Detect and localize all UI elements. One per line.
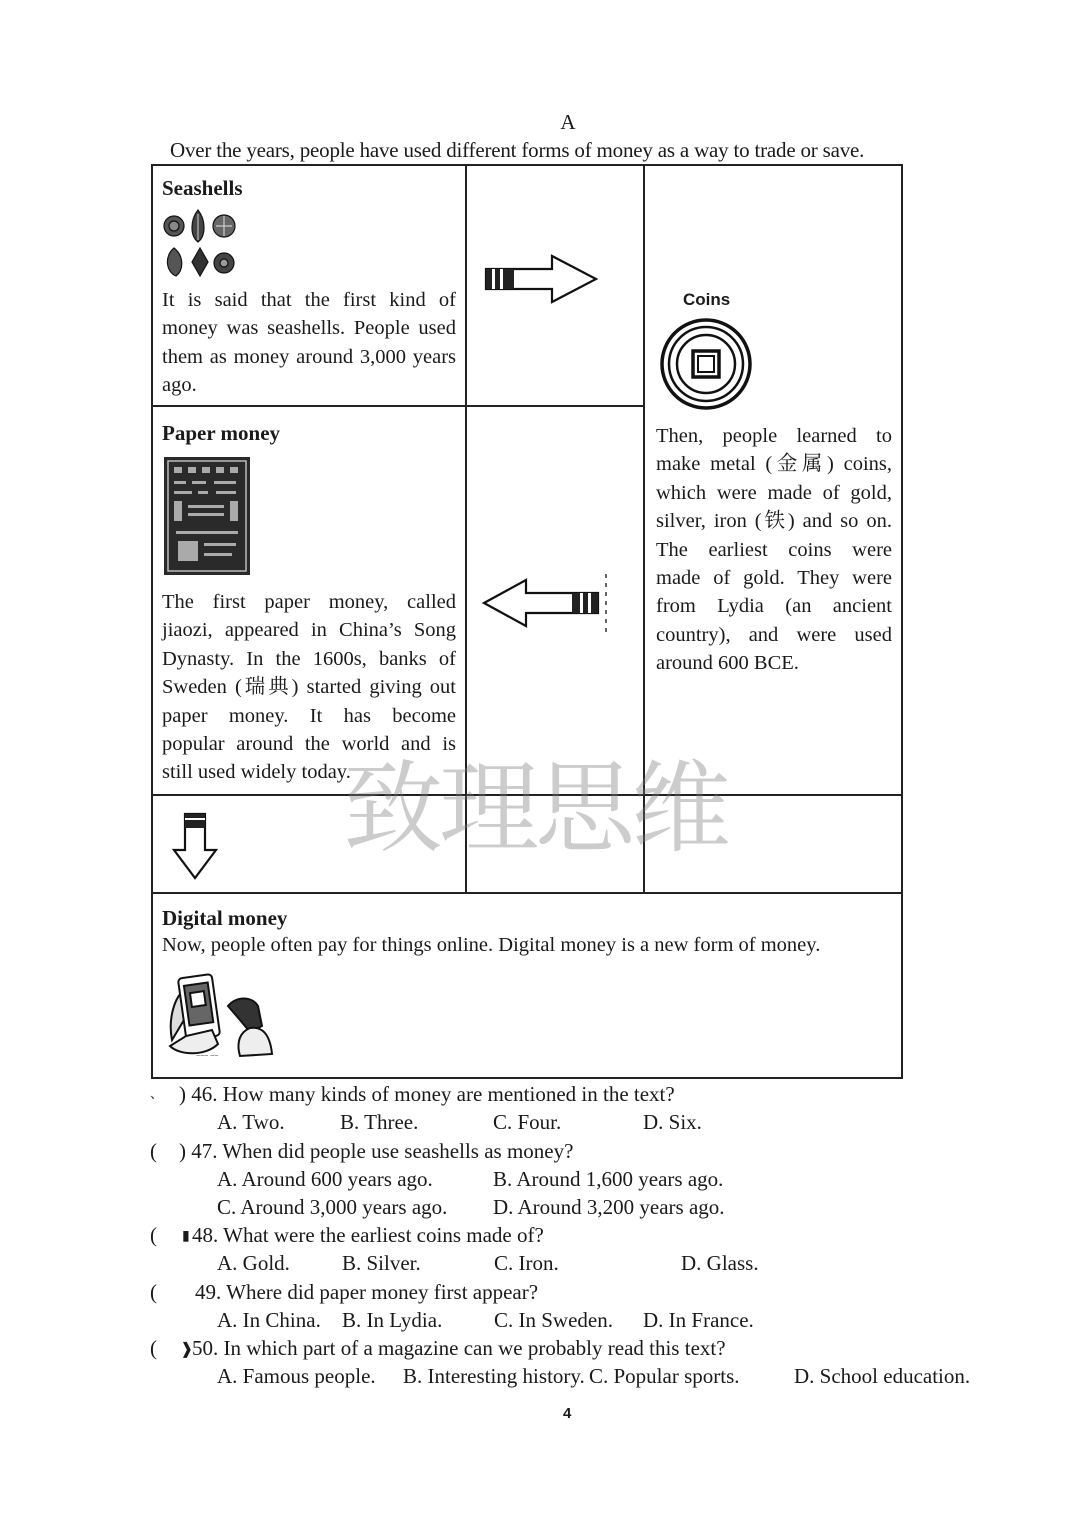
coins-text: Then, people learned to make metal (金属) coins, which were made of gold, silver, iron (铁) and so on. The earliest coins were made of gold. They were from Lydia (an ancient country), and were used around 600 BCE. <box>656 425 892 675</box>
answer-paren: 、 <box>150 1086 164 1101</box>
page-number: 4 <box>563 1405 572 1422</box>
option-c: C. Four. <box>493 1110 562 1134</box>
coin-icon <box>658 316 754 412</box>
question-text: ) 46. How many kinds of money are mentioned in the text? <box>179 1082 675 1106</box>
seashells-title: Seashells <box>162 176 243 200</box>
option-a: A. Around 600 years ago. <box>217 1167 433 1191</box>
coins-title: Coins <box>683 290 731 309</box>
option-b: B. Three. <box>340 1110 419 1134</box>
watermark: 致理思维 <box>343 750 727 867</box>
digital-money-text: Now, people often pay for things online. Digital money is a new form of money. <box>162 934 821 956</box>
seashells-text: It is said that the first kind of money was seashells. People used them as money around 3,000 years ago. <box>162 289 456 397</box>
intro-text: Over the years, people have used different forms of money as a way to trade or save. <box>170 138 865 162</box>
option-d: D. Six. <box>643 1110 702 1134</box>
question-text: 49. Where did paper money first appear? <box>195 1280 539 1304</box>
paper-money-text: The first paper money, called jiaozi, appeared in China’s Song Dynasty. In the 1600s, banks of Sweden (瑞典) started giving out paper money. It has become popular around the world and is still used widely today. <box>162 591 456 784</box>
svg-text:~~~ ~~: ~~~ ~~ <box>196 1053 219 1060</box>
option-b: B. Around 1,600 years ago. <box>493 1167 724 1191</box>
option-c: C. In Sweden. <box>494 1308 613 1332</box>
jiaozi-banknote-icon <box>164 457 250 575</box>
option-b: B. In Lydia. <box>342 1308 443 1332</box>
option-a: A. Two. <box>217 1110 285 1134</box>
answer-paren: ( <box>150 1336 157 1360</box>
question-text: ) 47. When did people use seashells as money? <box>179 1139 574 1163</box>
answer-paren: ( <box>150 1139 157 1163</box>
option-c: C. Iron. <box>494 1251 559 1275</box>
phone-payment-icon <box>166 970 276 1060</box>
option-a: A. In China. <box>217 1308 321 1332</box>
answer-paren: ( <box>150 1280 157 1304</box>
option-a: A. Gold. <box>217 1251 290 1275</box>
option-b: B. Interesting history. <box>403 1364 585 1388</box>
option-d: D. Glass. <box>681 1251 759 1275</box>
seashells-icon <box>162 206 242 278</box>
digital-money-title: Digital money <box>162 906 288 930</box>
answer-paren: ( <box>150 1223 157 1247</box>
option-c: C. Around 3,000 years ago. <box>217 1195 448 1219</box>
option-b: B. Silver. <box>342 1251 421 1275</box>
option-c: C. Popular sports. <box>589 1364 740 1388</box>
option-d: D. School education. <box>794 1364 971 1388</box>
question-text: 50. In which part of a magazine can we probably read this text? <box>192 1336 726 1360</box>
paper-money-title: Paper money <box>162 421 281 445</box>
option-d: D. In France. <box>643 1308 754 1332</box>
arrow-down-icon <box>170 810 220 882</box>
arrow-left-icon <box>480 572 610 634</box>
section-letter: A <box>560 110 576 134</box>
arrow-right-icon <box>482 252 600 306</box>
option-a: A. Famous people. <box>217 1364 376 1388</box>
question-text: 48. What were the earliest coins made of? <box>192 1223 544 1247</box>
option-d: D. Around 3,200 years ago. <box>493 1195 725 1219</box>
